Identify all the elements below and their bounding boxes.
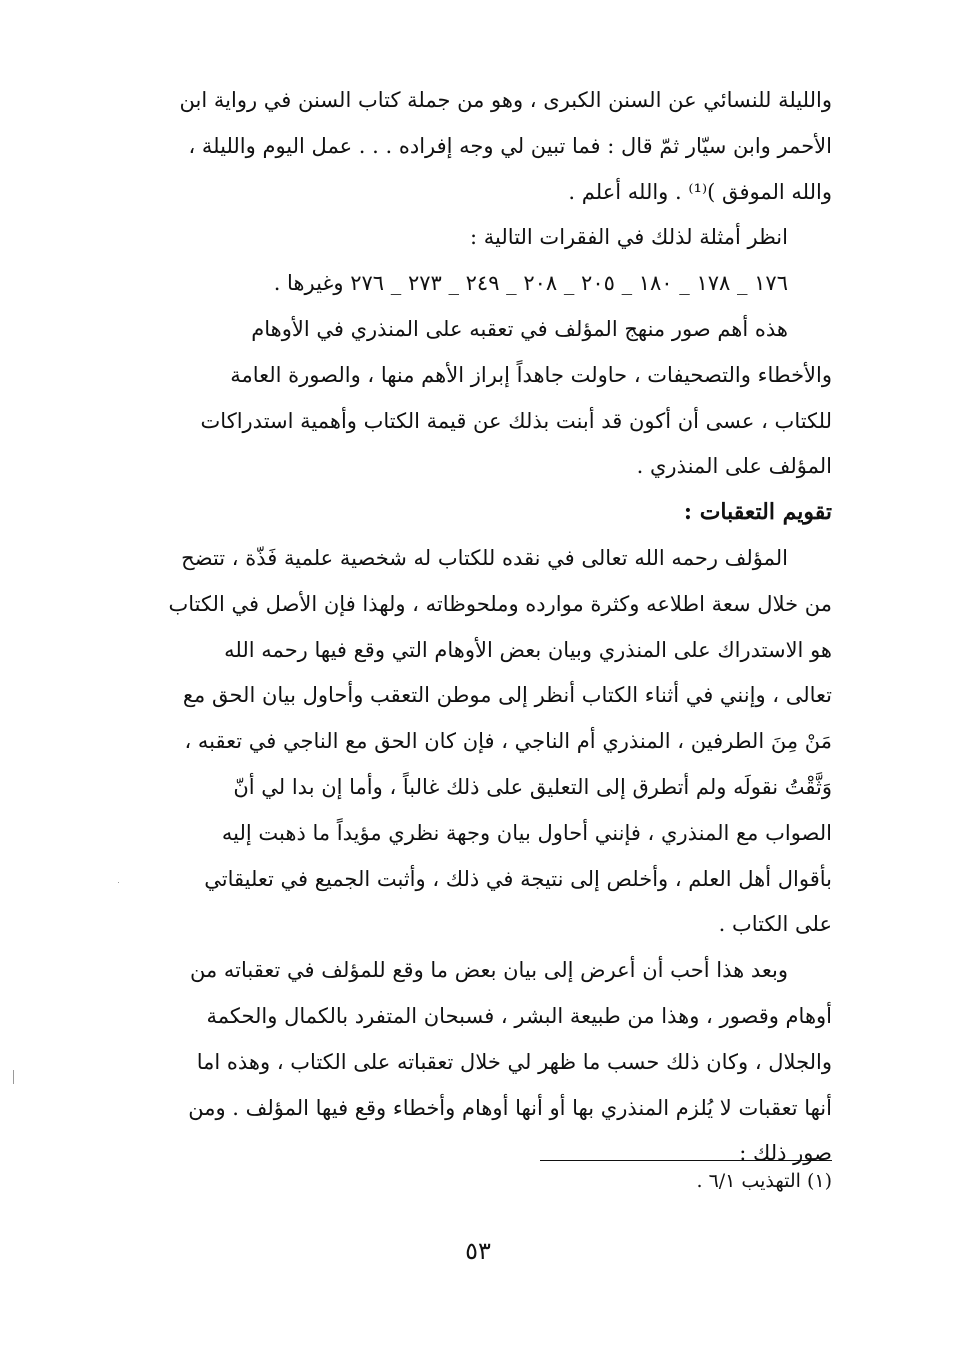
- section-heading: تقويم التعقبات :: [683, 499, 832, 526]
- text-line: والليلة للنسائي عن السنن الكبرى ، وهو من جملة كتاب السنن في رواية ابن: [179, 88, 832, 112]
- text-line: الصواب مع المنذري ، فإنني أحاول بيان وجهة نظري مؤيداً ما ذهبت إليه: [221, 820, 832, 845]
- text-line: وَثَّقْتُ نقولَه ولم أتطرق إلى التعليق على ذلك غالباً ، وأما إن بدا لي أنّ: [233, 774, 832, 799]
- text-line: انظر أمثلة لذلك في الفقرات التالية :: [470, 225, 788, 250]
- text-line: مَنْ مِنَ الطرفين ، المنذري أم الناجي ، فإن كان الحق مع الناجي في تعقبه ،: [184, 729, 832, 754]
- page-number: ٥٣: [465, 1237, 491, 1265]
- text-line: والجلال ، وكان ذلك حسب ما ظهر لي خلال تعقباته على الكتاب ، وهذه اما: [196, 1049, 832, 1074]
- text-line: تعالى ، وإنني في أثناء الكتاب أنظر إلى موطن التعقب وأحاول بيان الحق مع: [182, 683, 832, 708]
- scan-speck: [13, 1070, 14, 1084]
- body-text: [122, 78, 832, 1177]
- text-line: أنها تعقبات لا يُلزم المنذري بها أو أنها أوهام وأخطاء وقع فيها المؤلف . ومن: [188, 1095, 832, 1120]
- text-line: وبعد هذا أحب أن أعرض إلى بيان بعض ما وقع للمؤلف في تعقباته من: [189, 958, 788, 983]
- text-line: بأقوال أهل العلم ، وأخلص إلى نتيجة في ذلك ، وأثبت الجميع في تعليقاتي: [204, 866, 832, 891]
- text-line: هذه أهم صور منهج المؤلف في تعقبه على المنذري في الأوهام: [251, 316, 788, 341]
- text-line: هو الاستدراك على المنذري وبيان بعض الأوهام التي وقع فيها رحمه الله: [224, 637, 832, 662]
- text-line: من خلال سعة اطلاعه وكثرة موارده وملحوظاته ، ولهذا فإن الأصل في الكتاب: [168, 591, 832, 616]
- text-line: والأخطاء والتصحيفات ، حاولت جاهداً إبراز الأهم منها ، والصورة العامة: [230, 362, 832, 387]
- text-line: على الكتاب .: [718, 912, 832, 937]
- footnote: (١) التهذيب ٦/١ .: [696, 1170, 832, 1192]
- text-line: المؤلف رحمه الله تعالى في نقده للكتاب له شخصية علمية فَذّة ، تتضح: [181, 545, 788, 570]
- paragraph-reference-numbers: ١٧٦ _ ١٧٨ _ ١٨٠ _ ٢٠٥ _ ٢٠٨ _ ٢٤٩ _ ٢٧٣ _ ٢٧٦ وغيرها .: [273, 271, 788, 296]
- scan-speck: [118, 882, 119, 883]
- text-line: الأحمر وابن سيّار ثمّ قال : فما تبين لي وجه إفراده . . . عمل اليوم والليلة ،: [188, 133, 832, 158]
- text-line: صور ذلك :: [739, 1141, 832, 1166]
- text-line: المؤلف على المنذري .: [636, 454, 832, 479]
- text-line: للكتاب ، عسى أن أكون قد أبنت بذلك عن قيمة الكتاب وأهمية استدراكات: [200, 408, 832, 433]
- footnote-separator: [540, 1160, 832, 1161]
- text-line: والله الموفق )⁽¹⁾ . والله أعلم .: [568, 179, 832, 204]
- text-line: أوهام وقصور ، وهذا من طبيعة البشر ، فسبحان المتفرد بالكمال والحكمة: [206, 1003, 832, 1028]
